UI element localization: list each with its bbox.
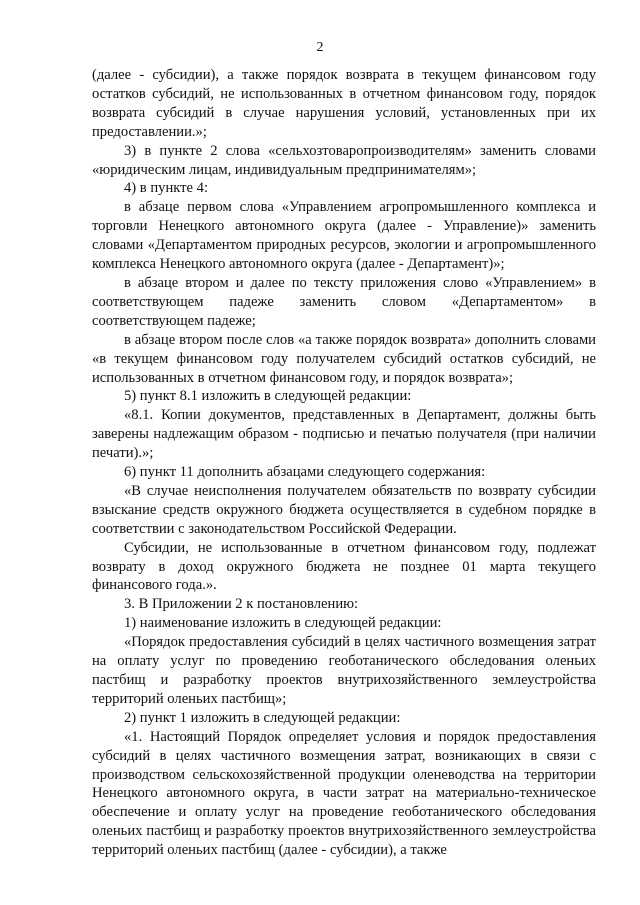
document-body xyxy=(92,66,596,860)
paragraph: 6) пункт 11 дополнить абзацами следующего содержания: xyxy=(124,464,486,481)
paragraph: «Порядок предоставления субсидий в целях частичного возмещения затрат на оплату услуг по проведению геоботанического обследования оленьих пастбищ и разработку проектов внутрихозяйственного землеустройства территорий оленьих пастбищ»; xyxy=(92,634,596,707)
paragraph: «В случае неисполнения получателем обязательств по возврату субсидии взыскание средств окружного бюджета осуществляется в судебном порядке в соответствии с законодательством Российской Федерации. xyxy=(92,482,596,537)
paragraph: (далее - субсидии), а также порядок возврата в текущем финансовом году остатков субсидий, не использованных в отчетном финансовом году, порядок возврата субсидий в случае нарушения условий, установленных при их предоставлении.»; xyxy=(92,67,596,140)
paragraph: 2) пункт 1 изложить в следующей редакции: xyxy=(124,709,401,726)
paragraph: 5) пункт 8.1 изложить в следующей редакции: xyxy=(124,388,412,405)
paragraph: 3) в пункте 2 слова «сельхозтоваропроизводителям» заменить словами «юридическим лицам, индивидуальным предпринимателям»; xyxy=(92,142,596,178)
paragraph: 4) в пункте 4: xyxy=(124,180,209,197)
paragraph: 1) наименование изложить в следующей редакции: xyxy=(124,615,442,632)
paragraph: в абзаце первом слова «Управлением агропромышленного комплекса и торговли Ненецкого автономного округа (далее - Управление)» заменить словами «Департаментом природных ресурсов, экологии и агропромышленного комплекса Ненецкого автономного округа (далее - Департамент)»; xyxy=(92,199,596,273)
paragraph: в абзаце втором и далее по тексту приложения слово «Управлением» в соответствующем падеже заменить словом «Департаментом» в соответствующем падеже; xyxy=(92,274,596,329)
paragraph: «1. Настоящий Порядок определяет условия и порядок предоставления субсидий в целях частичного возмещения затрат, возникающих в связи с производством сельскохозяйственной продукции оленеводства на территории Ненецкого автономного округа, в части затрат на материально-техническое обеспечение и оплату услуг на проведение геоботанического обследования оленьих пастбищ и разработку проектов внутрихозяйственного землеустройства территорий оленьих пастбищ (далее - субсидии), а также xyxy=(92,728,596,859)
page-number: 2 xyxy=(316,40,324,55)
paragraph: 3. В Приложении 2 к постановлению: xyxy=(124,596,359,613)
paragraph: в абзаце втором после слов «а также порядок возврата» дополнить словами «в текущем финансовом году получателем субсидий остатков субсидий, не использованных в отчетном финансовом году, и порядок возврата»; xyxy=(92,331,596,386)
paragraph: Субсидии, не использованные в отчетном финансовом году, подлежат возврату в доход окружного бюджета не позднее 01 марта текущего финансового года.». xyxy=(92,539,596,594)
paragraph: «8.1. Копии документов, представленных в Департамент, должны быть заверены надлежащим образом - подписью и печатью получателя (при наличии печати).»; xyxy=(92,407,596,462)
